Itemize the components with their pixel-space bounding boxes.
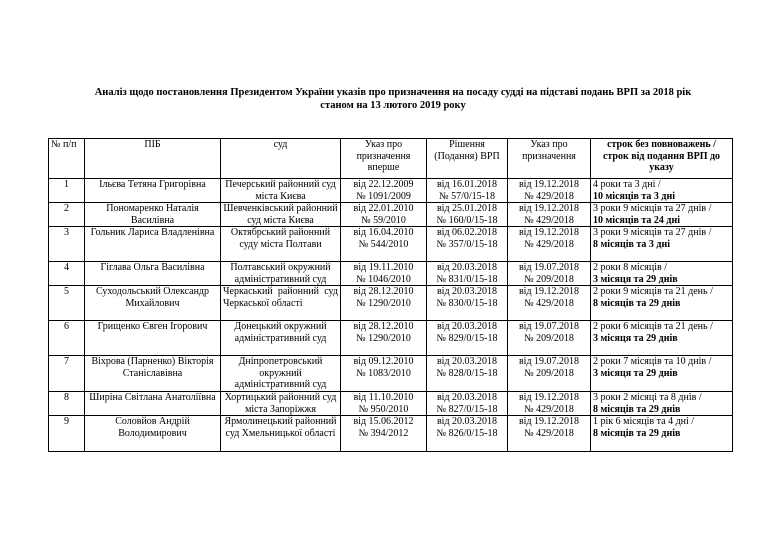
row-name: Гольник Лариса Владленівна: [85, 227, 221, 262]
decree-first-date: від 28.12.2010: [353, 321, 414, 332]
row-court: Хортицький районний суд міста Запоріжжя: [221, 392, 341, 416]
decision-number: № 160/0/15-18: [436, 214, 498, 226]
decree-first-date: від 19.11.2010: [353, 262, 414, 273]
row-decision: [427, 262, 508, 286]
term-from-submission: 3 місяця та 29 днів: [593, 273, 678, 285]
row-decision: [427, 203, 508, 227]
table-row: [49, 416, 733, 452]
decision-date: від 20.03.2018: [436, 416, 498, 427]
term-without-powers: 2 роки 8 місяців /: [593, 262, 667, 273]
decree-date: від 19.12.2018: [518, 227, 580, 238]
decree-first-number: № 1290/2010: [356, 297, 411, 309]
decision-number: № 357/0/15-18: [436, 238, 498, 250]
decision-date: від 20.03.2018: [436, 321, 498, 332]
header-decree-first: Указ про призначення вперше: [341, 139, 427, 179]
row-court: Шевченківський районний суд міста Києва: [221, 203, 341, 227]
row-num: 4: [49, 262, 85, 286]
row-name: Соловйов Андрій Володимирович: [85, 416, 221, 452]
title-line-2: станом на 13 лютого 2019 року: [320, 100, 466, 111]
row-term: [591, 227, 733, 262]
term-without-powers: 3 роки 9 місяців та 27 днів /: [593, 227, 712, 238]
term-without-powers: 2 роки 9 місяців та 21 день /: [593, 286, 713, 297]
row-court: Полтавський окружний адміністративний суд: [221, 262, 341, 286]
decision-date: від 20.03.2018: [436, 262, 498, 273]
header-decision: Рішення (Подання) ВРП: [427, 139, 508, 179]
decision-date: від 20.03.2018: [436, 286, 498, 297]
document-title: [70, 86, 716, 112]
decision-date: від 16.01.2018: [436, 179, 498, 190]
row-decree: [508, 356, 591, 392]
row-decision: [427, 321, 508, 356]
row-decision: [427, 356, 508, 392]
row-decision: [427, 179, 508, 203]
decree-first-number: № 59/2010: [361, 214, 406, 226]
decision-number: № 826/0/15-18: [436, 427, 498, 439]
row-decree-first: [341, 416, 427, 452]
decree-date: від 19.07.2018: [518, 356, 580, 367]
row-decree: [508, 179, 591, 203]
term-without-powers: 2 роки 6 місяців та 21 день /: [593, 321, 713, 332]
decree-date: від 19.12.2018: [518, 416, 580, 427]
row-court: Октябрський районний суду міста Полтави: [221, 227, 341, 262]
term-from-submission: 10 місяців та 24 дні: [593, 214, 681, 226]
term-without-powers: 4 роки та 3 дні /: [593, 179, 661, 190]
term-without-powers: 3 роки 2 місяці та 8 днів /: [593, 392, 702, 403]
header-name: ПІБ: [85, 139, 221, 179]
decree-first-number: № 1046/2010: [356, 273, 411, 285]
header-term: строк без повноважень / строк від подання ВРП до указу: [591, 139, 733, 179]
decree-date: від 19.12.2018: [518, 392, 580, 403]
decision-number: № 829/0/15-18: [436, 332, 498, 344]
decision-number: № 57/0/15-18: [439, 190, 495, 202]
decree-first-number: № 1290/2010: [356, 332, 411, 344]
term-from-submission: 8 місяців та 29 днів: [593, 427, 681, 439]
decree-first-date: від 16.04.2010: [353, 227, 414, 238]
row-term: [591, 203, 733, 227]
decree-first-number: № 1091/2009: [356, 190, 411, 202]
decree-number: № 209/2018: [524, 367, 574, 379]
decree-first-number: № 950/2010: [358, 403, 409, 415]
decree-first-date: від 28.12.2010: [353, 286, 414, 297]
row-num: 3: [49, 227, 85, 262]
row-name: Гіглава Ольга Василівна: [85, 262, 221, 286]
row-name: Грищенко Євген Ігорович: [85, 321, 221, 356]
row-num: 1: [49, 179, 85, 203]
decree-date: від 19.12.2018: [518, 286, 580, 297]
decision-date: від 25.01.2018: [436, 203, 498, 214]
term-from-submission: 10 місяців та 3 дні: [593, 190, 676, 202]
decree-date: від 19.07.2018: [518, 262, 580, 273]
row-term: [591, 286, 733, 321]
judges-table: [48, 138, 733, 452]
row-term: [591, 416, 733, 452]
row-name: Шиpіна Світлана Анатоліївна: [85, 392, 221, 416]
row-decision: [427, 416, 508, 452]
row-decree-first: [341, 227, 427, 262]
row-num: 8: [49, 392, 85, 416]
row-court: Дніпропетровський окружний адміністративний суд: [221, 356, 341, 392]
row-name: Ільєва Тетяна Григорівна: [85, 179, 221, 203]
decree-number: № 429/2018: [524, 297, 574, 309]
row-court: Донецький окружний адміністративний суд: [221, 321, 341, 356]
decision-number: № 830/0/15-18: [436, 297, 498, 309]
term-from-submission: 3 місяця та 29 днів: [593, 367, 678, 379]
decree-first-number: № 544/2010: [358, 238, 409, 250]
row-decree-first: [341, 356, 427, 392]
decree-first-date: від 09.12.2010: [353, 356, 414, 367]
row-decree-first: [341, 392, 427, 416]
decision-number: № 827/0/15-18: [436, 403, 498, 415]
decree-date: від 19.07.2018: [518, 321, 580, 332]
term-without-powers: 2 роки 7 місяців та 10 днів /: [593, 356, 712, 367]
row-term: [591, 321, 733, 356]
row-term: [591, 262, 733, 286]
row-decree-first: [341, 203, 427, 227]
row-name: Суходольський Олександр Михайлович: [85, 286, 221, 321]
row-num: 2: [49, 203, 85, 227]
decree-number: № 429/2018: [524, 214, 574, 226]
table-row: [49, 227, 733, 262]
decision-number: № 831/0/15-18: [436, 273, 498, 285]
row-num: 6: [49, 321, 85, 356]
row-decree: [508, 262, 591, 286]
row-decree: [508, 286, 591, 321]
row-decree: [508, 321, 591, 356]
row-court: Черкаський районний суд Черкаської області: [221, 286, 341, 321]
decree-first-number: № 394/2012: [358, 427, 409, 439]
header-decree: Указ про призначення: [508, 139, 591, 179]
term-without-powers: 3 роки 9 місяців та 27 днів /: [593, 203, 712, 214]
table-row: [49, 356, 733, 392]
decision-number: № 828/0/15-18: [436, 367, 498, 379]
row-decree-first: [341, 321, 427, 356]
table-row: [49, 286, 733, 321]
term-without-powers: 1 рік 6 місяців та 4 дні /: [593, 416, 695, 427]
row-decision: [427, 227, 508, 262]
decision-date: від 20.03.2018: [436, 392, 498, 403]
term-from-submission: 3 місяця та 29 днів: [593, 332, 678, 344]
decree-date: від 19.12.2018: [518, 179, 580, 190]
row-num: 9: [49, 416, 85, 452]
table-row: [49, 392, 733, 416]
decree-number: № 429/2018: [524, 403, 574, 415]
title-line-1: Аналіз щодо постановлення Президентом України указів про призначення на посаду судді на підставі подань ВРП за 2018 рік: [94, 87, 692, 98]
row-court: Печерський районний суд міста Києва: [221, 179, 341, 203]
decree-date: від 19.12.2018: [518, 203, 580, 214]
row-decree-first: [341, 286, 427, 321]
term-from-submission: 8 місяців та 3 дні: [593, 238, 671, 250]
row-num: 5: [49, 286, 85, 321]
decree-number: № 209/2018: [524, 332, 574, 344]
row-term: [591, 179, 733, 203]
row-decision: [427, 286, 508, 321]
row-court: Ярмолинецький районний суд Хмельницької області: [221, 416, 341, 452]
row-decision: [427, 392, 508, 416]
decision-date: від 06.02.2018: [436, 227, 498, 238]
table-body: [49, 179, 733, 452]
decree-number: № 429/2018: [524, 427, 574, 439]
row-decree: [508, 392, 591, 416]
decree-first-number: № 1083/2010: [356, 367, 411, 379]
table-header-row: [49, 139, 733, 179]
row-num: 7: [49, 356, 85, 392]
row-decree-first: [341, 262, 427, 286]
decree-number: № 209/2018: [524, 273, 574, 285]
table-row: [49, 321, 733, 356]
decree-number: № 429/2018: [524, 238, 574, 250]
term-from-submission: 8 місяців та 29 днів: [593, 403, 681, 415]
table-row: [49, 262, 733, 286]
row-term: [591, 392, 733, 416]
decree-first-date: від 22.01.2010: [353, 203, 414, 214]
row-decree: [508, 227, 591, 262]
row-decree-first: [341, 179, 427, 203]
decision-date: від 20.03.2018: [436, 356, 498, 367]
table-row: [49, 179, 733, 203]
row-decree: [508, 416, 591, 452]
row-name: Віхрова (Парненко) Вікторія Станіславівна: [85, 356, 221, 392]
row-term: [591, 356, 733, 392]
decree-first-date: від 15.06.2012: [353, 416, 414, 427]
decree-number: № 429/2018: [524, 190, 574, 202]
row-decree: [508, 203, 591, 227]
header-court: суд: [221, 139, 341, 179]
row-name: Пономаренко Наталія Василівна: [85, 203, 221, 227]
term-from-submission: 8 місяців та 29 днів: [593, 297, 681, 309]
table-row: [49, 203, 733, 227]
decree-first-date: від 11.10.2010: [353, 392, 414, 403]
decree-first-date: від 22.12.2009: [353, 179, 414, 190]
header-num: № п/п: [49, 139, 85, 179]
